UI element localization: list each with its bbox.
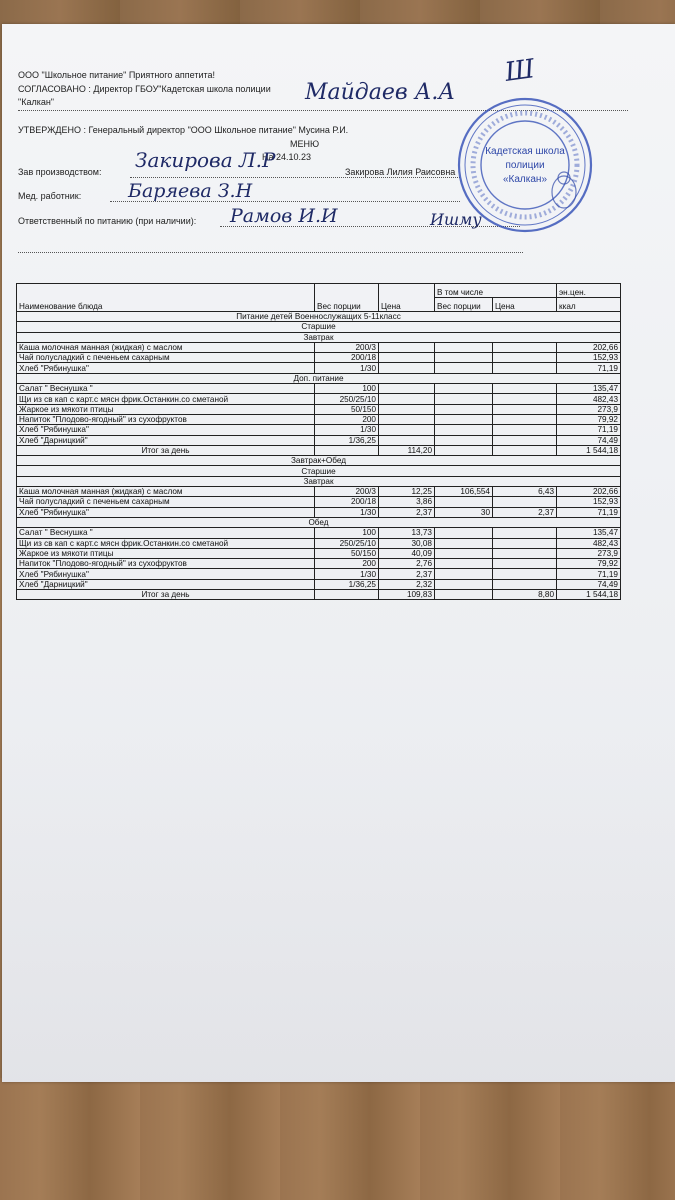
paper-shade: [2, 714, 675, 1082]
dish-price: 13,73: [379, 528, 435, 538]
dish-weight: 1/36,25: [315, 435, 379, 445]
dish-kcal: 71,19: [557, 569, 621, 579]
dish-kcal: 71,19: [557, 425, 621, 435]
total-price: 114,20: [379, 445, 435, 455]
production-label: Зав производством:: [18, 167, 102, 177]
dish-price: 2,37: [379, 507, 435, 517]
dish-price: 40,09: [379, 548, 435, 558]
section1-meal2: Доп. питание: [17, 373, 621, 383]
meal-row: [17, 517, 621, 527]
stamp-text-1: Кадетская школа: [485, 146, 565, 157]
approved-line: УТВЕРЖДЕНО : Генеральный директор "ООО Школьное питание" Мусина Р.И.: [18, 125, 349, 135]
table-header-row: [17, 284, 621, 298]
company-line: ООО "Школьное питание" Приятного аппетита!: [18, 70, 216, 80]
dish-kcal: 74,49: [557, 579, 621, 589]
total-label: Итог за день: [17, 590, 315, 600]
header-price: Цена: [379, 284, 435, 312]
dish-kcal: 273,9: [557, 548, 621, 558]
responsible-label: Ответственный по питанию (при наличии):: [18, 216, 197, 226]
section2-meal1: Завтрак: [17, 476, 621, 486]
dish-weight: 100: [315, 384, 379, 394]
table-row: [17, 569, 621, 579]
dish-weight: 1/30: [315, 569, 379, 579]
dish-name: Хлеб "Рябинушка": [17, 425, 315, 435]
table-row: [17, 353, 621, 363]
dish-sub-weight: [435, 497, 493, 507]
dish-kcal: 74,49: [557, 435, 621, 445]
dish-kcal: 135,47: [557, 528, 621, 538]
production-signature: Закирова Л.Р: [135, 148, 276, 172]
dish-sub-price: 6,43: [493, 487, 557, 497]
dish-kcal: 482,43: [557, 538, 621, 548]
header-energy: эн.цен.: [557, 284, 621, 298]
dish-weight: 200/18: [315, 353, 379, 363]
header-weight: Вес порции: [315, 284, 379, 312]
dish-name: Чай полусладкий с печеньем сахарным: [17, 497, 315, 507]
dish-kcal: 135,47: [557, 384, 621, 394]
dish-name: Хлеб "Дарницкий": [17, 579, 315, 589]
header-including: В том числе: [435, 284, 557, 298]
table-row: [17, 394, 621, 404]
section1-title: Питание детей Военнослужащих 5-11класс: [17, 312, 621, 322]
dish-sub-weight: 30: [435, 507, 493, 517]
agreed-line: СОГЛАСОВАНО : Директор ГБОУ"Кадетская школа полиции: [18, 84, 271, 94]
dish-name: Салат " Веснушка ": [17, 528, 315, 538]
header-sub-weight: Вес порции: [435, 298, 493, 312]
agreed-line-school: "Калкан": [18, 97, 54, 107]
dish-name: Салат " Веснушка ": [17, 384, 315, 394]
dish-name: Хлеб "Рябинушка": [17, 569, 315, 579]
dish-weight: 200: [315, 559, 379, 569]
section2-group: Старшие: [17, 466, 621, 476]
dish-sub-price: [493, 497, 557, 507]
meal-row: [17, 332, 621, 342]
dish-price: 2,37: [379, 569, 435, 579]
table-row: [17, 404, 621, 414]
total-kcal: 1 544,18: [557, 445, 621, 455]
extra-signature: Ишму: [430, 210, 482, 229]
wood-surface-bottom: [0, 1078, 675, 1200]
table-row: [17, 507, 621, 517]
dish-name: Хлеб "Рябинушка": [17, 363, 315, 373]
dish-name: Щи из св кап с карт.с мясн фрик.Останкин.со сметаной: [17, 538, 315, 548]
total-price: 109,83: [379, 590, 435, 600]
dish-price: 30,08: [379, 538, 435, 548]
section-title-row: [17, 312, 621, 322]
section-title-row: [17, 456, 621, 466]
meal-row: [17, 476, 621, 486]
dish-kcal: 273,9: [557, 404, 621, 414]
dish-price: 2,32: [379, 579, 435, 589]
group-row: [17, 466, 621, 476]
medic-label: Мед. работник:: [18, 191, 82, 201]
dish-name: Напиток "Плодово-ягодный" из сухофруктов: [17, 414, 315, 424]
dish-weight: 1/36,25: [315, 579, 379, 589]
table-row: [17, 342, 621, 352]
school-stamp: [456, 96, 594, 234]
table-row: [17, 497, 621, 507]
dish-weight: 50/150: [315, 404, 379, 414]
menu-table: [16, 283, 621, 600]
dish-weight: 200/3: [315, 487, 379, 497]
dish-weight: 50/150: [315, 548, 379, 558]
dish-kcal: 71,19: [557, 363, 621, 373]
production-name: Закирова Лилия Раисовна: [345, 167, 456, 177]
dish-name: Каша молочная манная (жидкая) с маслом: [17, 487, 315, 497]
group-row: [17, 322, 621, 332]
stamp-text-2: полиции: [505, 160, 545, 171]
meal-row: [17, 373, 621, 383]
dish-kcal: 71,19: [557, 507, 621, 517]
table-row: [17, 435, 621, 445]
table-row: [17, 548, 621, 558]
dish-name: Каша молочная манная (жидкая) с маслом: [17, 342, 315, 352]
menu-date: На 24.10.23: [262, 152, 312, 162]
dish-name: Хлеб "Рябинушка": [17, 507, 315, 517]
table-row: [17, 425, 621, 435]
dish-kcal: 152,93: [557, 497, 621, 507]
header-sub-price: Цена: [493, 298, 557, 312]
dish-weight: 200/18: [315, 497, 379, 507]
dish-name: Напиток "Плодово-ягодный" из сухофруктов: [17, 559, 315, 569]
dish-weight: 200: [315, 414, 379, 424]
director-signature: Майдаев А.А: [305, 80, 456, 105]
dish-sub-weight: 106,554: [435, 487, 493, 497]
table-row: [17, 414, 621, 424]
dish-name: Хлеб "Дарницкий": [17, 435, 315, 445]
total-label: Итог за день: [17, 445, 315, 455]
table-row: [17, 538, 621, 548]
total-row: [17, 590, 621, 600]
dish-weight: 250/25/10: [315, 394, 379, 404]
table-row: [17, 363, 621, 373]
responsible-signature: Рамов И.И: [230, 205, 338, 227]
dish-kcal: 202,66: [557, 342, 621, 352]
stamp-text-3: «Калкан»: [502, 174, 548, 185]
table-row: [17, 384, 621, 394]
bottom-dotted-line: [18, 252, 523, 253]
dish-name: Жаркое из мякоти птицы: [17, 404, 315, 414]
dish-sub-price: 2,37: [493, 507, 557, 517]
dish-name: Жаркое из мякоти птицы: [17, 548, 315, 558]
table-row: [17, 487, 621, 497]
production-line: [130, 177, 460, 178]
dish-price: 2,76: [379, 559, 435, 569]
director-scribble: Ш: [503, 54, 537, 88]
menu-title: МЕНЮ: [290, 139, 320, 149]
dish-weight: 1/30: [315, 363, 379, 373]
dish-kcal: 202,66: [557, 487, 621, 497]
total-row: [17, 445, 621, 455]
dish-weight: 100: [315, 528, 379, 538]
dish-price: 3,86: [379, 497, 435, 507]
dish-kcal: 79,92: [557, 559, 621, 569]
section2-meal2: Обед: [17, 517, 621, 527]
medic-signature: Баряева З.Н: [128, 180, 253, 202]
dish-weight: 250/25/10: [315, 538, 379, 548]
section1-group: Старшие: [17, 322, 621, 332]
section1-meal1: Завтрак: [17, 332, 621, 342]
total-kcal: 1 544,18: [557, 590, 621, 600]
dish-price: 12,25: [379, 487, 435, 497]
table-row: [17, 528, 621, 538]
table-row: [17, 559, 621, 569]
table-row: [17, 579, 621, 589]
dish-weight: 1/30: [315, 425, 379, 435]
section2-title: Завтрак+Обед: [17, 456, 621, 466]
dish-kcal: 152,93: [557, 353, 621, 363]
header-dish: Наименование блюда: [17, 284, 315, 312]
total-sub-price: 8,80: [493, 590, 557, 600]
dish-name: Щи из св кап с карт.с мясн фрик.Останкин.со сметаной: [17, 394, 315, 404]
dish-weight: 1/30: [315, 507, 379, 517]
dish-kcal: 79,92: [557, 414, 621, 424]
dish-weight: 200/3: [315, 342, 379, 352]
header-kcal: ккал: [557, 298, 621, 312]
dish-kcal: 482,43: [557, 394, 621, 404]
dish-name: Чай полусладкий с печеньем сахарным: [17, 353, 315, 363]
